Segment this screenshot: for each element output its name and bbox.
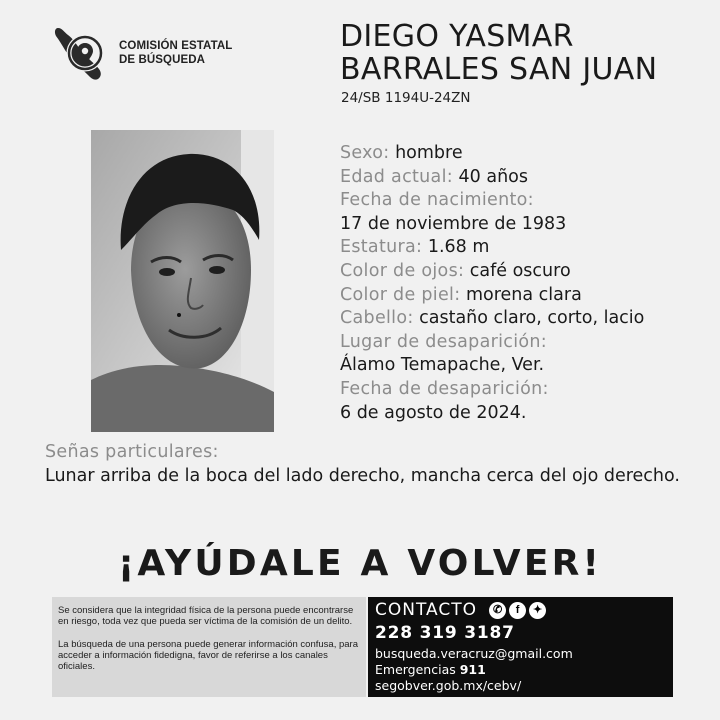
person-name-line1: DIEGO YASMAR: [340, 19, 574, 54]
eye-color-label: Color de ojos:: [340, 260, 465, 281]
whatsapp-icon[interactable]: ✆: [489, 602, 506, 619]
social-icons: [486, 600, 546, 619]
birthdate-label: Fecha de nacimiento:: [340, 190, 534, 211]
twitter-icon[interactable]: ✦: [529, 602, 546, 619]
distinguishing-marks-text: Lunar arriba de la boca del lado derecho, mancha cerca del ojo derecho.: [45, 466, 680, 486]
height-row: [340, 236, 644, 260]
disappearance-date-label: Fecha de desaparición:: [340, 378, 549, 399]
contact-header: [375, 599, 667, 620]
skin-color-row: [340, 284, 644, 308]
contact-phone[interactable]: 228 319 3187: [375, 622, 515, 643]
disappearance-date-value: 6 de agosto de 2024.: [340, 402, 527, 423]
contact-website[interactable]: segobver.gob.mx/cebv/: [375, 677, 522, 693]
age-label: Edad actual:: [340, 166, 453, 187]
disclaimer-paragraph-2: La búsqueda de una persona puede generar información confusa, para acceder a información fidedigna, favor de referirse a los canales oficiales.: [58, 639, 358, 672]
emergency-label: Emergencias: [375, 661, 456, 677]
sex-value: hombre: [395, 143, 463, 163]
contact-box: [368, 597, 673, 697]
distinguishing-marks-label: Señas particulares:: [45, 442, 219, 462]
hair-value: castaño claro, corto, lacio: [419, 308, 645, 329]
commission-name-line2: DE BÚSQUEDA: [119, 54, 206, 66]
call-to-action: ¡AYÚDALE A VOLVER!: [117, 543, 603, 584]
person-name-line2: BARRALES SAN JUAN: [340, 52, 658, 87]
contact-title: CONTACTO: [375, 599, 477, 620]
commission-name-line1: COMISIÓN ESTATAL: [119, 40, 233, 52]
age-value: 40 años: [458, 166, 529, 187]
facebook-icon[interactable]: f: [509, 602, 526, 619]
height-value: 1.68 m: [427, 237, 490, 258]
age-row: [340, 166, 644, 190]
eye-color-value: café oscuro: [469, 260, 571, 281]
disclaimer-note: [52, 597, 366, 697]
sex-label: Sexo:: [340, 143, 390, 163]
height-label: Estatura:: [340, 237, 423, 258]
emergency-line: [375, 662, 667, 678]
disclaimer-paragraph-1: Se considera que la integridad física de la persona puede encontrarse en riesgo, toda vez que pueda ser víctima de la comisión de un delito.: [58, 605, 354, 627]
distinguishing-marks: [45, 440, 685, 488]
commission-logo: [44, 24, 264, 86]
case-folio: 24/SB 1194U-24ZN: [341, 90, 471, 106]
emergency-number[interactable]: 911: [459, 661, 486, 677]
disappearance-place-value: Álamo Temapache, Ver.: [340, 355, 545, 376]
skin-color-label: Color de piel:: [340, 284, 461, 305]
person-photo: [91, 130, 274, 432]
commission-name: [119, 39, 232, 67]
person-details: [340, 142, 644, 425]
contact-email[interactable]: busqueda.veracruz@gmail.com: [375, 645, 573, 661]
eye-color-row: [340, 260, 644, 284]
hair-label: Cabello:: [340, 308, 414, 329]
skin-color-value: morena clara: [465, 284, 582, 305]
birthdate-value: 17 de noviembre de 1983: [340, 213, 567, 234]
person-name: [340, 20, 657, 86]
veracruz-map-pin-icon: [44, 24, 112, 86]
hair-row: [340, 307, 644, 331]
sex-row: [340, 142, 644, 166]
disappearance-place-label: Lugar de desaparición:: [340, 331, 547, 352]
